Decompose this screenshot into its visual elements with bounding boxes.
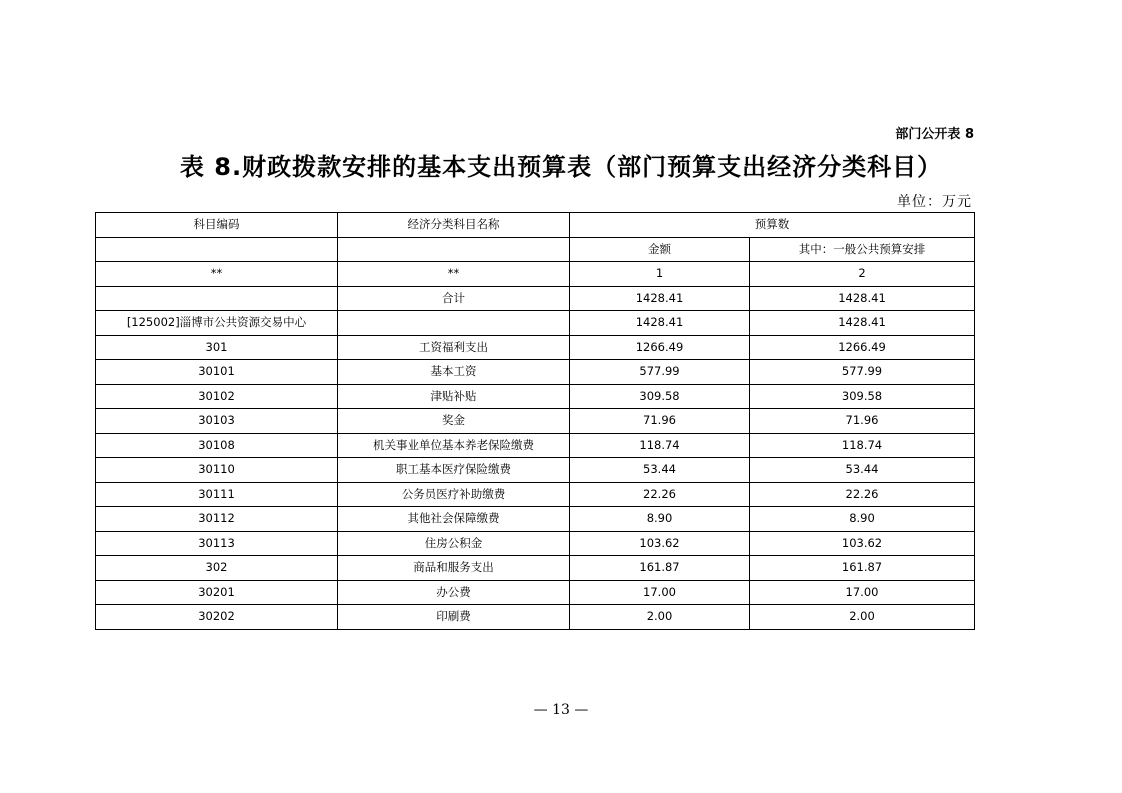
cell-amount: 1428.41 [570,286,750,311]
cell-code: 30102 [96,384,338,409]
cell-general: 103.62 [750,531,975,556]
cell-name: 津贴补贴 [338,384,570,409]
cell-code: [125002]淄博市公共资源交易中心 [96,311,338,336]
cell-amount: 22.26 [570,482,750,507]
table-row [96,556,975,581]
cell-amount: 1428.41 [570,311,750,336]
cell-name: 印刷费 [338,605,570,630]
cell-amount: 8.90 [570,507,750,532]
cell-amount: 309.58 [570,384,750,409]
header-code-blank [96,237,338,262]
cell-name: 其他社会保障缴费 [338,507,570,532]
cell-code: 30201 [96,580,338,605]
index-general: 2 [750,262,975,287]
cell-code: 30111 [96,482,338,507]
budget-table [95,212,975,630]
cell-general: 53.44 [750,458,975,483]
cell-name: 基本工资 [338,360,570,385]
table-row [96,311,975,336]
table-row [96,384,975,409]
header-amount: 金额 [570,237,750,262]
cell-general: 577.99 [750,360,975,385]
cell-code: 301 [96,335,338,360]
table-row [96,360,975,385]
index-amount: 1 [570,262,750,287]
cell-name: 工资福利支出 [338,335,570,360]
cell-general: 1428.41 [750,286,975,311]
cell-code: 30113 [96,531,338,556]
cell-general: 309.58 [750,384,975,409]
page-number: — 13 — [533,702,589,718]
table-row [96,507,975,532]
table-row [96,458,975,483]
cell-general: 1428.41 [750,311,975,336]
header-budget: 预算数 [570,213,975,238]
cell-general: 161.87 [750,556,975,581]
cell-amount: 53.44 [570,458,750,483]
table-row [96,335,975,360]
cell-code: 30110 [96,458,338,483]
cell-name: 奖金 [338,409,570,434]
cell-general: 71.96 [750,409,975,434]
cell-amount: 103.62 [570,531,750,556]
index-name: ** [338,262,570,287]
cell-name [338,311,570,336]
table-row [96,286,975,311]
cell-amount: 71.96 [570,409,750,434]
cell-name: 商品和服务支出 [338,556,570,581]
index-code: ** [96,262,338,287]
cell-amount: 161.87 [570,556,750,581]
table-row [96,433,975,458]
header-code: 科目编码 [96,213,338,238]
cell-amount: 2.00 [570,605,750,630]
cell-name: 住房公积金 [338,531,570,556]
unit-label: 单位：万元 [897,194,972,210]
cell-amount: 1266.49 [570,335,750,360]
cell-code: 30112 [96,507,338,532]
table-number-label: 部门公开表 8 [895,127,974,142]
header-row-1 [96,213,975,238]
cell-name: 公务员医疗补助缴费 [338,482,570,507]
cell-general: 22.26 [750,482,975,507]
table-body [96,213,975,630]
cell-name: 办公费 [338,580,570,605]
cell-code: 30202 [96,605,338,630]
cell-general: 8.90 [750,507,975,532]
cell-amount: 577.99 [570,360,750,385]
header-name-blank [338,237,570,262]
table-row [96,409,975,434]
page-title: 表 8.财政拨款安排的基本支出预算表（部门预算支出经济分类科目） [179,153,943,181]
table-row [96,531,975,556]
cell-general: 1266.49 [750,335,975,360]
cell-general: 118.74 [750,433,975,458]
header-row-2 [96,237,975,262]
cell-code: 30101 [96,360,338,385]
table-row [96,580,975,605]
table-row [96,482,975,507]
cell-name: 职工基本医疗保险缴费 [338,458,570,483]
cell-amount: 17.00 [570,580,750,605]
index-row [96,262,975,287]
cell-code: 30103 [96,409,338,434]
cell-code: 30108 [96,433,338,458]
cell-amount: 118.74 [570,433,750,458]
cell-code: 302 [96,556,338,581]
cell-name: 机关事业单位基本养老保险缴费 [338,433,570,458]
header-name: 经济分类科目名称 [338,213,570,238]
table-row [96,605,975,630]
header-general-budget: 其中：一般公共预算安排 [750,237,975,262]
cell-name: 合计 [338,286,570,311]
cell-general: 17.00 [750,580,975,605]
cell-code [96,286,338,311]
cell-general: 2.00 [750,605,975,630]
